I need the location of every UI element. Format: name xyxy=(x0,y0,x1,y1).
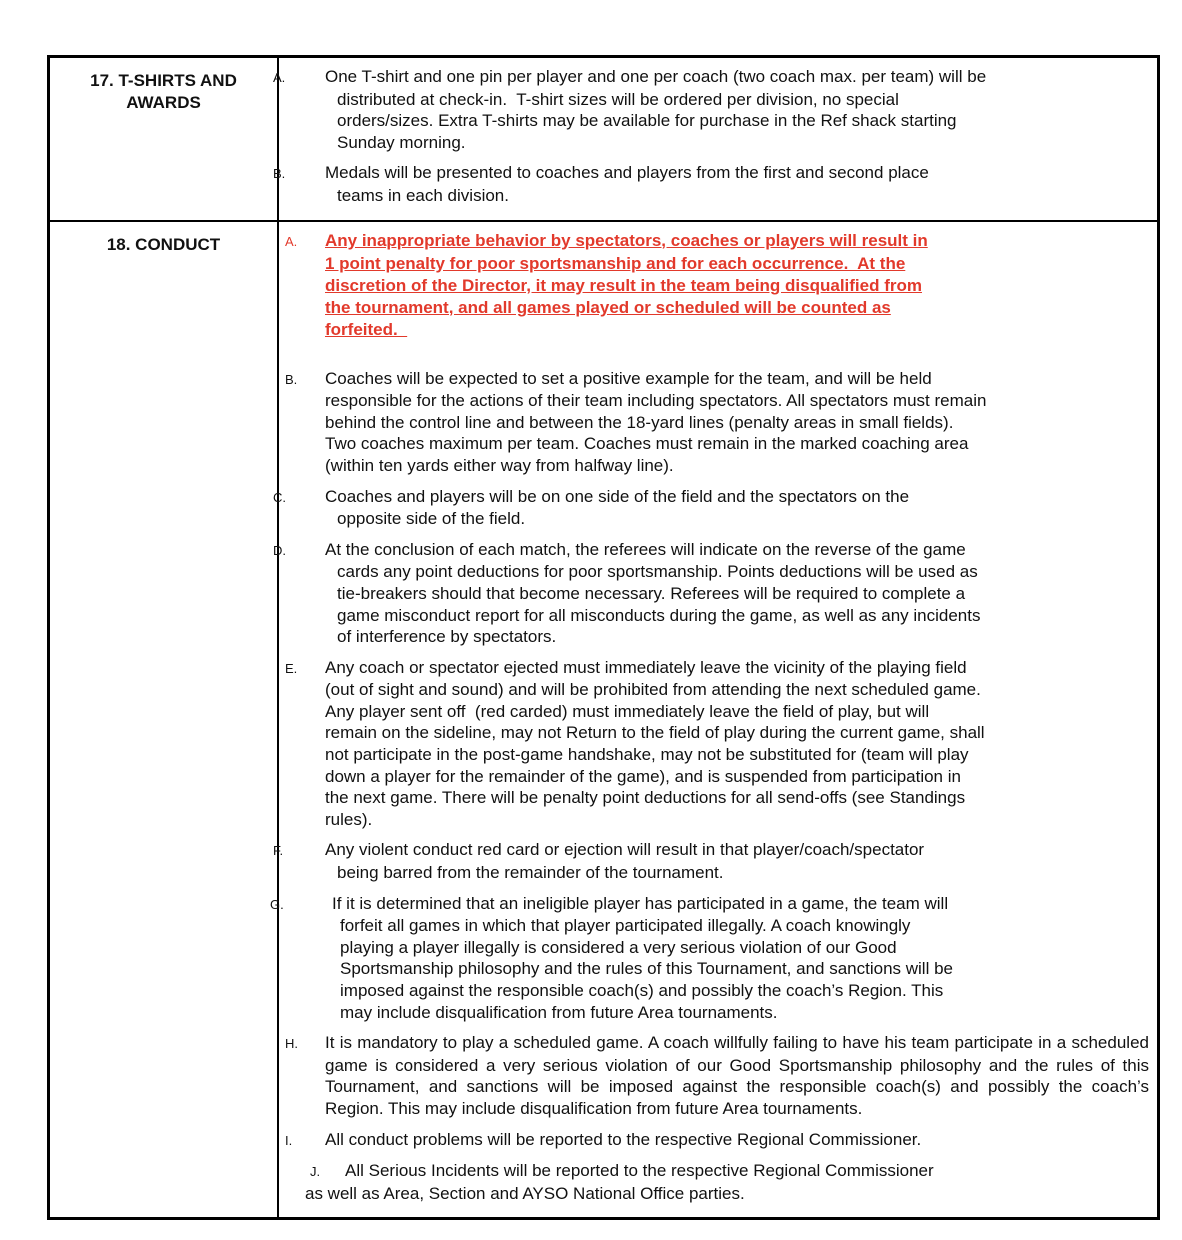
list-item-text: Any inappropriate behavior by spectators, coaches or players will result in 1 point penalty for poor sportsmanship and for each occurrence. At the discretion of the Director, it may result in the team being disqualified from the tournament, and all games played or scheduled will be counted as forfeited. xyxy=(325,230,928,339)
list-item-letter: J. xyxy=(310,1164,321,1180)
list-item xyxy=(273,162,1149,206)
section-header-cell xyxy=(49,221,279,1219)
list-item-text: At the conclusion of each match, the referees will indicate on the reverse of the game cards any point deductions for poor sportsmanship. Points deductions will be used as tie-breakers should that become necessary. Referees will be required to complete a game misconduct report for all misconducts during the game, as well as any incidents of interference by spectators. xyxy=(325,539,981,647)
table-row-conduct xyxy=(49,221,1159,1219)
list-item-letter: C. xyxy=(273,489,286,505)
list-item xyxy=(273,486,1149,530)
list-item-text: Any coach or spectator ejected must immediately leave the vicinity of the playing field (out of sight and sound) and will be prohibited from attending the next scheduled game. Any player sent off (red carded) must immediately leave the field of play, but will remain on the sideline, may not Return to the field of play during the current game, shall not participate in the post-game handshake, may not be substituted for (team will play down a player for the remainder of the game), and is suspended from participation in the next game. There will be penalty point deductions for all send-offs (see Standings rules). xyxy=(325,657,985,829)
list-item-text: Medals will be presented to coaches and players from the first and second place teams in each division. xyxy=(325,163,929,205)
list-item-text: All Serious Incidents will be reported to the respective Regional Commissioner as well as Area, Section and AYSO National Office parties. xyxy=(305,1161,934,1203)
list-item-letter: B. xyxy=(285,371,298,387)
list-item-letter: E. xyxy=(285,660,298,676)
list-item-text: One T-shirt and one pin per player and one per coach (two coach max. per team) will be distributed at check-in. T-shirt sizes will be ordered per division, no special orders/sizes. Extra T-shirts may be available for purchase in the Ref shack starting Sunday morning. xyxy=(325,67,987,152)
section-header-cell xyxy=(49,57,279,221)
list-item xyxy=(273,839,1149,883)
list-item xyxy=(285,1129,1149,1152)
list-item-emphasized xyxy=(285,230,1149,341)
list-item xyxy=(285,1032,1154,1119)
list-item xyxy=(273,539,1149,648)
list-item-letter: D. xyxy=(273,542,286,558)
list-item-letter: B. xyxy=(273,166,286,182)
list-item-letter: A. xyxy=(285,233,298,249)
list-item xyxy=(273,66,1149,153)
section-content-cell xyxy=(273,57,1159,221)
tournament-rules-table xyxy=(47,55,1160,1220)
list-item xyxy=(270,893,1149,1024)
list-item-letter: I. xyxy=(285,1132,293,1148)
section-content-cell xyxy=(270,221,1159,1219)
table-row-tshirts-awards xyxy=(49,57,1159,221)
list-item-text: Any violent conduct red card or ejection will result in that player/coach/spectator being barred from the remainder of the tournament. xyxy=(325,840,925,883)
list-item-letter: G. xyxy=(270,896,284,912)
list-item-text: All conduct problems will be reported to the respective Regional Commissioner. xyxy=(325,1129,922,1149)
list-item-text: Coaches and players will be on one side of the field and the spectators on the opposite side of the field. xyxy=(325,486,910,529)
list-item xyxy=(305,1160,1149,1204)
list-item xyxy=(285,657,1149,831)
list-item-text: If it is determined that an ineligible player has participated in a game, the team will forfeit all games in which that player participated illegally. A coach knowingly playing a player illegally is considered a very serious violation of our Good Sportsmanship philosophy and the rules of this Tournament, and sanctions will be imposed against the responsible coach(s) and possibly the coach’s Region. This may include disqualification from future Area tournaments. xyxy=(332,893,953,1022)
section-title: 18. CONDUCT xyxy=(106,234,221,254)
list-item-letter: A. xyxy=(273,70,286,85)
list-item-text: It is mandatory to play a scheduled game. A coach willfully failing to have his team participate in a scheduled game is considered a very serious violation of our Good Sportsmanship philosophy and the rules of this Tournament, and sanctions will be imposed against the responsible coach(s) and possibly the coach’s Region. This may include disqualification from future Area tournaments. xyxy=(325,1033,1154,1118)
list-item xyxy=(285,368,1149,477)
list-item-letter: H. xyxy=(285,1036,298,1052)
section-title: 17. T-SHIRTS AND AWARDS xyxy=(90,71,237,112)
list-item-text: Coaches will be expected to set a positive example for the team, and will be held responsible for the actions of their team including spectators. All spectators must remain behind the control line and between the 18-yard lines (penalty areas in small fields). Two coaches maximum per team. Coaches must remain in the marked coaching area (within ten yards either way from halfway line). xyxy=(325,368,987,475)
list-item-letter: F. xyxy=(273,843,284,859)
